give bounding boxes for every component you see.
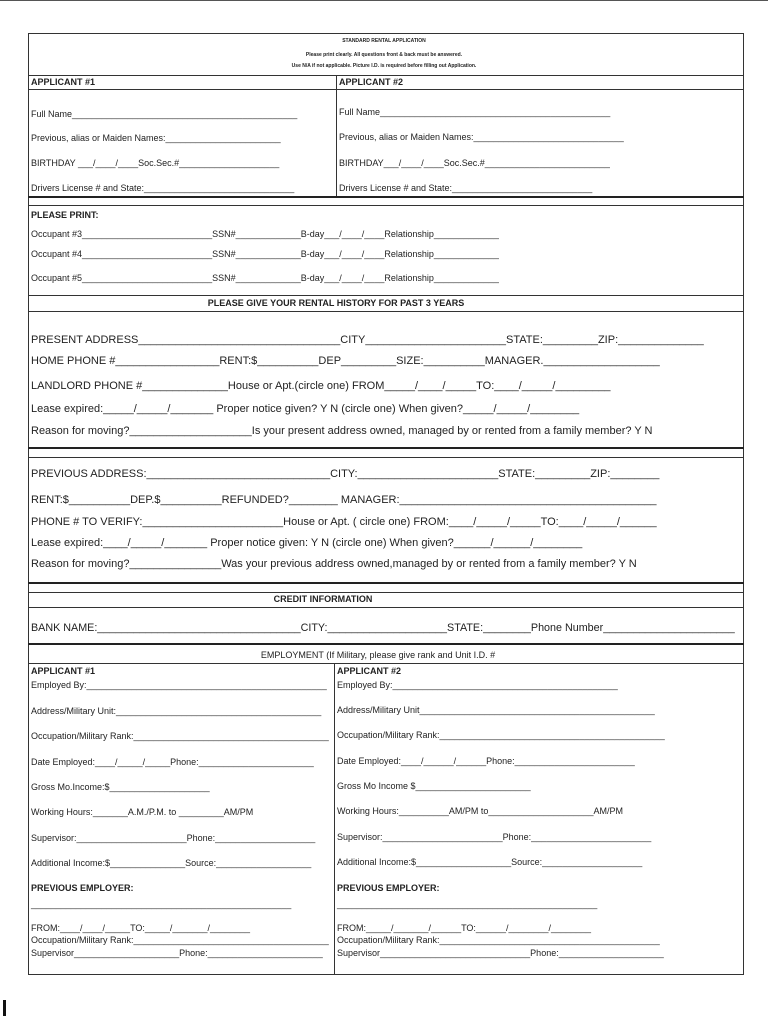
divider: [28, 592, 744, 593]
previous-phone-row[interactable]: PHONE # TO VERIFY:_______________________House or Apt. ( circle one) FROM:____/_____/_____TO:____/_____/______: [31, 516, 657, 528]
applicant2-date-employed[interactable]: Date Employed:____/______/______Phone:________________________: [337, 756, 635, 766]
applicant1-birthday-field[interactable]: BIRTHDAY ___/____/____Soc.Sec.#____________________: [31, 158, 280, 168]
applicant2-alias-field[interactable]: Previous, alias or Maiden Names:______________________________: [339, 132, 624, 142]
applicant2-license-field[interactable]: Drivers License # and State:____________________________: [339, 183, 593, 193]
rental-history-heading: PLEASE GIVE YOUR RENTAL HISTORY FOR PAST 3 YEARS: [207, 298, 465, 308]
divider: [28, 75, 744, 76]
column-divider: [336, 75, 337, 196]
divider: [28, 295, 744, 296]
previous-reason-row[interactable]: Reason for moving?_______________Was your previous address owned,managed by or rented from a family member? Y N: [31, 558, 637, 570]
applicant2-employed-by[interactable]: Employed By:_____________________________________________: [337, 680, 618, 690]
present-address-row[interactable]: PRESENT ADDRESS_________________________________CITY_______________________STATE:_________ZIP:______________: [31, 334, 704, 346]
home-phone-row[interactable]: HOME PHONE #_________________RENT:$__________DEP_________SIZE:__________MANAGER.___________________: [31, 355, 660, 367]
divider: [28, 196, 744, 198]
applicant1-additional-income[interactable]: Additional Income:$_______________Source:___________________: [31, 858, 312, 868]
applicant2-additional-income[interactable]: Additional Income:$___________________Source:____________________: [337, 857, 643, 867]
employment-applicant2-heading: APPLICANT #2: [337, 666, 402, 676]
occupant-3-row[interactable]: Occupant #3__________________________SSN#_____________B-day___/____/____Relationship_____________: [31, 229, 499, 239]
previous-rent-row[interactable]: RENT:$__________DEP.$__________REFUNDED?________ MANAGER:__________________________________________: [31, 494, 657, 506]
applicant1-license-field[interactable]: Drivers License # and State:______________________________: [31, 183, 295, 193]
column-divider: [334, 663, 335, 975]
previous-lease-row[interactable]: Lease expired:____/_____/_______ Proper notice given: Y N (circle one) When given?______/______/________: [31, 537, 583, 549]
scan-mark: [3, 1000, 6, 1016]
applicant1-date-employed[interactable]: Date Employed:____/_____/_____Phone:_______________________: [31, 757, 314, 767]
applicant1-heading: APPLICANT #1: [31, 77, 96, 87]
applicant2-supervisor[interactable]: Supervisor:________________________Phone:________________________: [337, 832, 652, 842]
landlord-phone-row[interactable]: LANDLORD PHONE #______________House or Apt.(circle one) FROM_____/____/_____TO:____/_____/_________: [31, 380, 611, 392]
applicant1-prev-occupation[interactable]: Occupation/Military Rank:_______________________________________: [31, 935, 329, 945]
applicant2-prev-occupation[interactable]: Occupation/Military Rank:____________________________________________: [337, 935, 660, 945]
applicant2-full-name-field[interactable]: Full Name______________________________________________: [339, 107, 611, 117]
applicant2-working-hours[interactable]: Working Hours:__________AM/PM to_____________________AM/PM: [337, 806, 624, 816]
applicant2-prev-supervisor[interactable]: Supervisor______________________________Phone:_____________________: [337, 948, 664, 958]
applicant1-occupation[interactable]: Occupation/Military Rank:_______________________________________: [31, 731, 329, 741]
applicant1-full-name-field[interactable]: Full Name_____________________________________________: [31, 109, 298, 119]
occupants-heading: PLEASE PRINT:: [31, 210, 99, 220]
applicant1-prev-supervisor[interactable]: Supervisor_____________________Phone:_______________________: [31, 948, 323, 958]
divider: [28, 311, 744, 312]
instructions-line-1: Please print clearly. All questions front & back must be answered.: [305, 52, 463, 58]
applicant1-address-unit[interactable]: Address/Military Unit:_________________________________________: [31, 706, 322, 716]
occupant-4-row[interactable]: Occupant #4__________________________SSN#_____________B-day___/____/____Relationship_____________: [31, 249, 499, 259]
divider: [28, 457, 744, 458]
scan-top-edge: [0, 0, 768, 1]
form-title: STANDARD RENTAL APPLICATION: [342, 38, 426, 44]
applicant2-gross-income[interactable]: Gross Mo Income $_______________________: [337, 781, 531, 791]
applicant2-occupation[interactable]: Occupation/Military Rank:_____________________________________________: [337, 730, 665, 740]
applicant1-prev-from-to[interactable]: FROM:____/____/_____TO:_____/_______/________: [31, 923, 251, 933]
divider: [28, 607, 744, 608]
occupant-5-row[interactable]: Occupant #5__________________________SSN#_____________B-day___/____/____Relationship_____________: [31, 273, 499, 283]
employment-applicant1-heading: APPLICANT #1: [31, 666, 96, 676]
applicant1-employed-by[interactable]: Employed By:________________________________________________: [31, 680, 327, 690]
divider: [28, 643, 744, 645]
divider: [28, 89, 744, 90]
applicant1-previous-employer-heading: PREVIOUS EMPLOYER:: [31, 883, 134, 893]
present-lease-row[interactable]: Lease expired:_____/_____/_______ Proper notice given? Y N (circle one) When given?_____/_____/________: [31, 403, 580, 415]
applicant1-alias-field[interactable]: Previous, alias or Maiden Names:_______________________: [31, 133, 281, 143]
previous-address-row[interactable]: PREVIOUS ADDRESS:______________________________CITY:_______________________STATE:_________ZIP:________: [31, 468, 660, 480]
credit-heading: CREDIT INFORMATION: [273, 594, 373, 604]
applicant2-prev-from-to[interactable]: FROM:_____/_______/______TO:______/________/________: [337, 923, 592, 933]
bank-row[interactable]: BANK NAME:__________________________________CITY:____________________STATE:________Phone Number______________________: [31, 622, 735, 634]
present-reason-row[interactable]: Reason for moving?____________________Is your present address owned, managed by or rented from a family member? Y N: [31, 425, 653, 437]
applicant1-working-hours[interactable]: Working Hours:_______A.M./P.M. to _________AM/PM: [31, 807, 254, 817]
employment-heading: EMPLOYMENT (If Military, please give rank and Unit I.D. #: [260, 650, 496, 660]
divider: [28, 205, 744, 206]
applicant1-gross-income[interactable]: Gross Mo.Income:$____________________: [31, 782, 210, 792]
applicant2-previous-employer-heading: PREVIOUS EMPLOYER:: [337, 883, 440, 893]
applicant2-heading: APPLICANT #2: [339, 77, 404, 87]
applicant1-previous-employer-field[interactable]: ____________________________________________________: [31, 899, 292, 909]
applicant2-previous-employer-field[interactable]: ____________________________________________________: [337, 899, 598, 909]
applicant2-birthday-field[interactable]: BIRTHDAY___/____/____Soc.Sec.#_________________________: [339, 158, 610, 168]
applicant1-supervisor[interactable]: Supervisor:______________________Phone:____________________: [31, 833, 316, 843]
divider: [28, 663, 744, 664]
instructions-line-2: Use N/A if not applicable. Picture I.D. is required before filling out Application.: [291, 63, 477, 69]
applicant2-address-unit[interactable]: Address/Military Unit_______________________________________________: [337, 705, 655, 715]
divider: [28, 582, 744, 584]
divider: [28, 447, 744, 449]
